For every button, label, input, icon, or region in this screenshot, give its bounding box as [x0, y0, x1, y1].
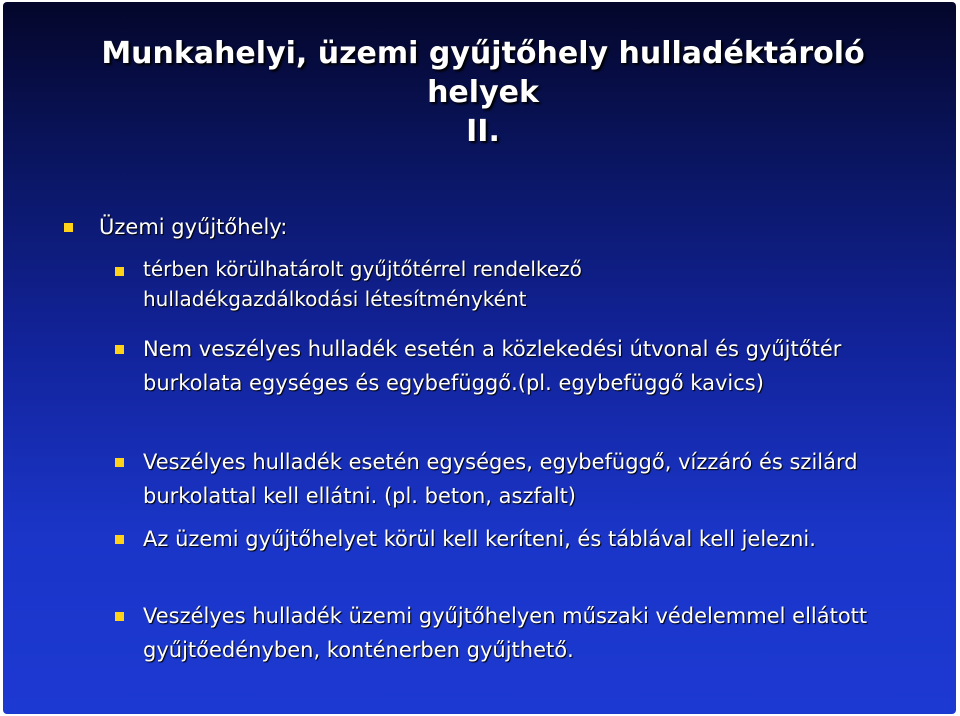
list-item: térben körülhatárolt gyűjtőtérrel rendelkező hulladékgazdálkodási létesítményként	[143, 257, 582, 311]
list-item: Az üzemi gyűjtőhelyet körül kell keríteni, és táblával kell jelezni.	[143, 527, 816, 551]
sub-points-list	[3, 2, 956, 714]
list-item: Veszélyes hulladék üzemi gyűjtőhelyen műszaki védelemmel ellátott gyűjtőedényben, konténerben gyűjthető.	[143, 604, 868, 662]
bullet-icon	[115, 612, 124, 621]
main-point: Üzemi gyűjtőhely:	[99, 215, 288, 239]
bullet-icon	[115, 345, 124, 354]
list-item: Nem veszélyes hulladék esetén a közlekedési útvonal és gyűjtőtér burkolata egységes és egybefüggő.(pl. egybefüggő kavics)	[143, 337, 842, 395]
title-line-3: II.	[466, 114, 500, 149]
title-line-1: Munkahelyi, üzemi gyűjtőhely hulladéktároló	[101, 36, 865, 71]
bullet-icon	[115, 267, 124, 276]
bullet-icon	[115, 535, 124, 544]
list-item: Veszélyes hulladék esetén egységes, egybefüggő, vízzáró és szilárd burkolattal kell ellátni. (pl. beton, aszfalt)	[143, 450, 858, 508]
slide	[3, 2, 956, 714]
title-line-2: helyek	[427, 75, 539, 110]
bullet-icon	[115, 458, 124, 467]
